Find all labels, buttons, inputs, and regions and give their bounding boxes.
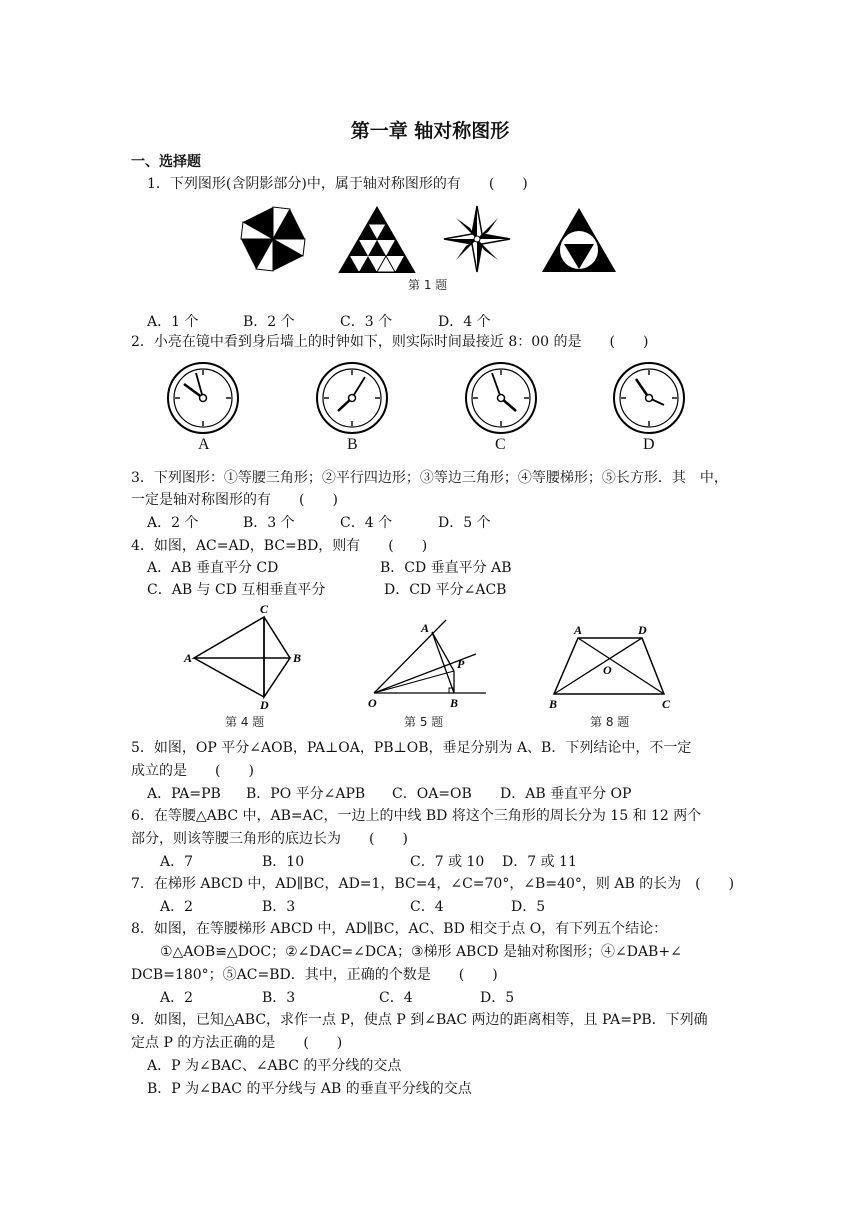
q8-option-c: C．4 <box>379 990 413 1006</box>
q9-option-b: B．P 为∠BAC 的平分线与 AB 的垂直平分线的交点 <box>147 1081 472 1097</box>
q8-option-b: B．3 <box>262 990 296 1006</box>
question-6-line-1: 6．在等腰△ABC 中，AB=AC，一边上的中线 BD 将这个三角形的周长分为 15 和 12 两个 <box>131 808 702 824</box>
question-7-text: 7．在梯形 ABCD 中，AD∥BC，AD=1，BC=4，∠C=70°，∠B=40°，则 AB 的长为 ( ) <box>131 876 735 892</box>
clock-a-figure <box>166 361 240 435</box>
figure-caption-q1: 第 1 题 <box>408 278 448 292</box>
q1-option-b: B．2 个 <box>243 314 295 330</box>
figure-8-trapezoid <box>546 624 676 712</box>
q4-option-b: B．CD 垂直平分 AB <box>380 560 512 576</box>
q6-option-b: B．10 <box>262 854 305 870</box>
q6-option-c: C．7 或 10 <box>410 854 485 870</box>
question-8-line-3: DCB=180°；⑤AC=BD．其中，正确的个数是 ( ) <box>131 967 498 983</box>
q3-option-b: B．3 个 <box>243 515 295 531</box>
question-6-line-2: 部分，则该等腰三角形的底边长为 ( ) <box>131 831 408 847</box>
question-3-line-1: 3．下列图形：①等腰三角形；②平行四边形；③等边三角形；④等腰梯形；⑤长方形．其 中， <box>131 470 728 486</box>
question-1-text: 1．下列图形(含阴影部分)中，属于轴对称图形的有 ( ) <box>147 176 528 192</box>
fig8-label-d: D <box>638 623 647 637</box>
question-4-text: 4．如图，AC=AD，BC=BD，则有 ( ) <box>131 538 428 554</box>
q6-option-d: D．7 或 11 <box>502 854 577 870</box>
q4-option-c: C．AB 与 CD 互相垂直平分 <box>147 582 326 598</box>
fig5-label-p: P <box>457 657 465 671</box>
q8-option-d: D．5 <box>480 990 515 1006</box>
figure-4-kite <box>182 603 312 711</box>
fig5-label-b: B <box>450 696 459 710</box>
q9-option-a: A．P 为∠BAC、∠ABC 的平分线的交点 <box>147 1058 402 1074</box>
fig8-label-b: B <box>549 697 558 711</box>
clock-b-figure <box>315 361 389 435</box>
question-2-text: 2．小亮在镜中看到身后墙上的时钟如下，则实际时间最接近 8：00 的是 ( ) <box>131 334 649 350</box>
fig4-label-d: D <box>260 698 269 712</box>
q3-option-d: D．5 个 <box>438 515 491 531</box>
q5-option-b: B．PO 平分∠APB <box>246 786 366 802</box>
q1-figure-star <box>442 204 512 274</box>
question-8-line-2: ①△AOB≌△DOC；②∠DAC=∠DCA；③梯形 ABCD 是轴对称图形；④∠DAB+∠ <box>160 944 682 960</box>
q7-option-a: A．2 <box>160 899 194 915</box>
page-title: 第一章 轴对称图形 <box>350 120 510 142</box>
question-9-line-1: 9．如图，已知△ABC，求作一点 P，使点 P 到∠BAC 两边的距离相等，且 PA=PB．下列确 <box>131 1012 708 1028</box>
clock-b-label: B <box>347 436 358 453</box>
figure-caption-4: 第 4 题 <box>225 715 265 729</box>
clock-c-figure <box>464 361 538 435</box>
q8-option-a: A．2 <box>160 990 194 1006</box>
q3-option-c: C．4 个 <box>340 515 393 531</box>
q1-option-c: C．3 个 <box>340 314 393 330</box>
question-9-line-2: 定点 P 的方法正确的是 ( ) <box>131 1035 343 1051</box>
q1-option-a: A．1 个 <box>147 314 199 330</box>
section-heading: 一、选择题 <box>131 154 201 170</box>
question-8-line-1: 8．如图，在等腰梯形 ABCD 中，AD∥BC，AC、BD 相交于点 O，有下列五个结论： <box>131 921 668 937</box>
fig8-label-o: O <box>603 663 612 677</box>
question-3-line-2: 一定是轴对称图形的有 ( ) <box>131 492 338 508</box>
q7-option-b: B．3 <box>262 899 296 915</box>
q5-option-c: C．OA=OB <box>392 786 472 802</box>
figure-caption-5: 第 5 题 <box>404 715 444 729</box>
clock-d-label: D <box>643 436 655 453</box>
fig8-label-a: A <box>574 623 583 637</box>
clock-c-label: C <box>495 436 506 453</box>
question-5-line-1: 5．如图，OP 平分∠AOB，PA⊥OA，PB⊥OB，垂足分别为 A、B．下列结论中，不一定 <box>131 740 692 756</box>
fig5-label-o: O <box>368 696 377 710</box>
q7-option-c: C．4 <box>410 899 444 915</box>
q1-option-d: D．4 个 <box>438 314 491 330</box>
question-5-line-2: 成立的是 ( ) <box>131 763 254 779</box>
q5-option-d: D．AB 垂直平分 OP <box>500 786 632 802</box>
fig8-label-c: C <box>662 697 671 711</box>
figure-caption-8: 第 8 题 <box>590 715 630 729</box>
fig5-label-a: A <box>421 621 430 635</box>
q4-option-a: A．AB 垂直平分 CD <box>147 560 279 576</box>
q3-option-a: A．2 个 <box>147 515 199 531</box>
clock-a-label: A <box>198 436 210 453</box>
fig4-label-a: A <box>184 651 193 665</box>
q1-figure-triangle-pattern <box>338 206 416 274</box>
fig4-label-c: C <box>260 602 269 616</box>
q4-option-d: D．CD 平分∠ACB <box>384 582 507 598</box>
q6-option-a: A．7 <box>160 854 194 870</box>
fig4-label-b: B <box>293 651 302 665</box>
q1-figure-triangle-circle <box>540 206 618 274</box>
clock-d-figure <box>612 361 686 435</box>
q7-option-d: D．5 <box>511 899 546 915</box>
figure-5-angle <box>366 618 496 710</box>
q5-option-a: A．PA=PB <box>147 786 221 802</box>
q1-figure-pinwheel <box>238 204 308 274</box>
